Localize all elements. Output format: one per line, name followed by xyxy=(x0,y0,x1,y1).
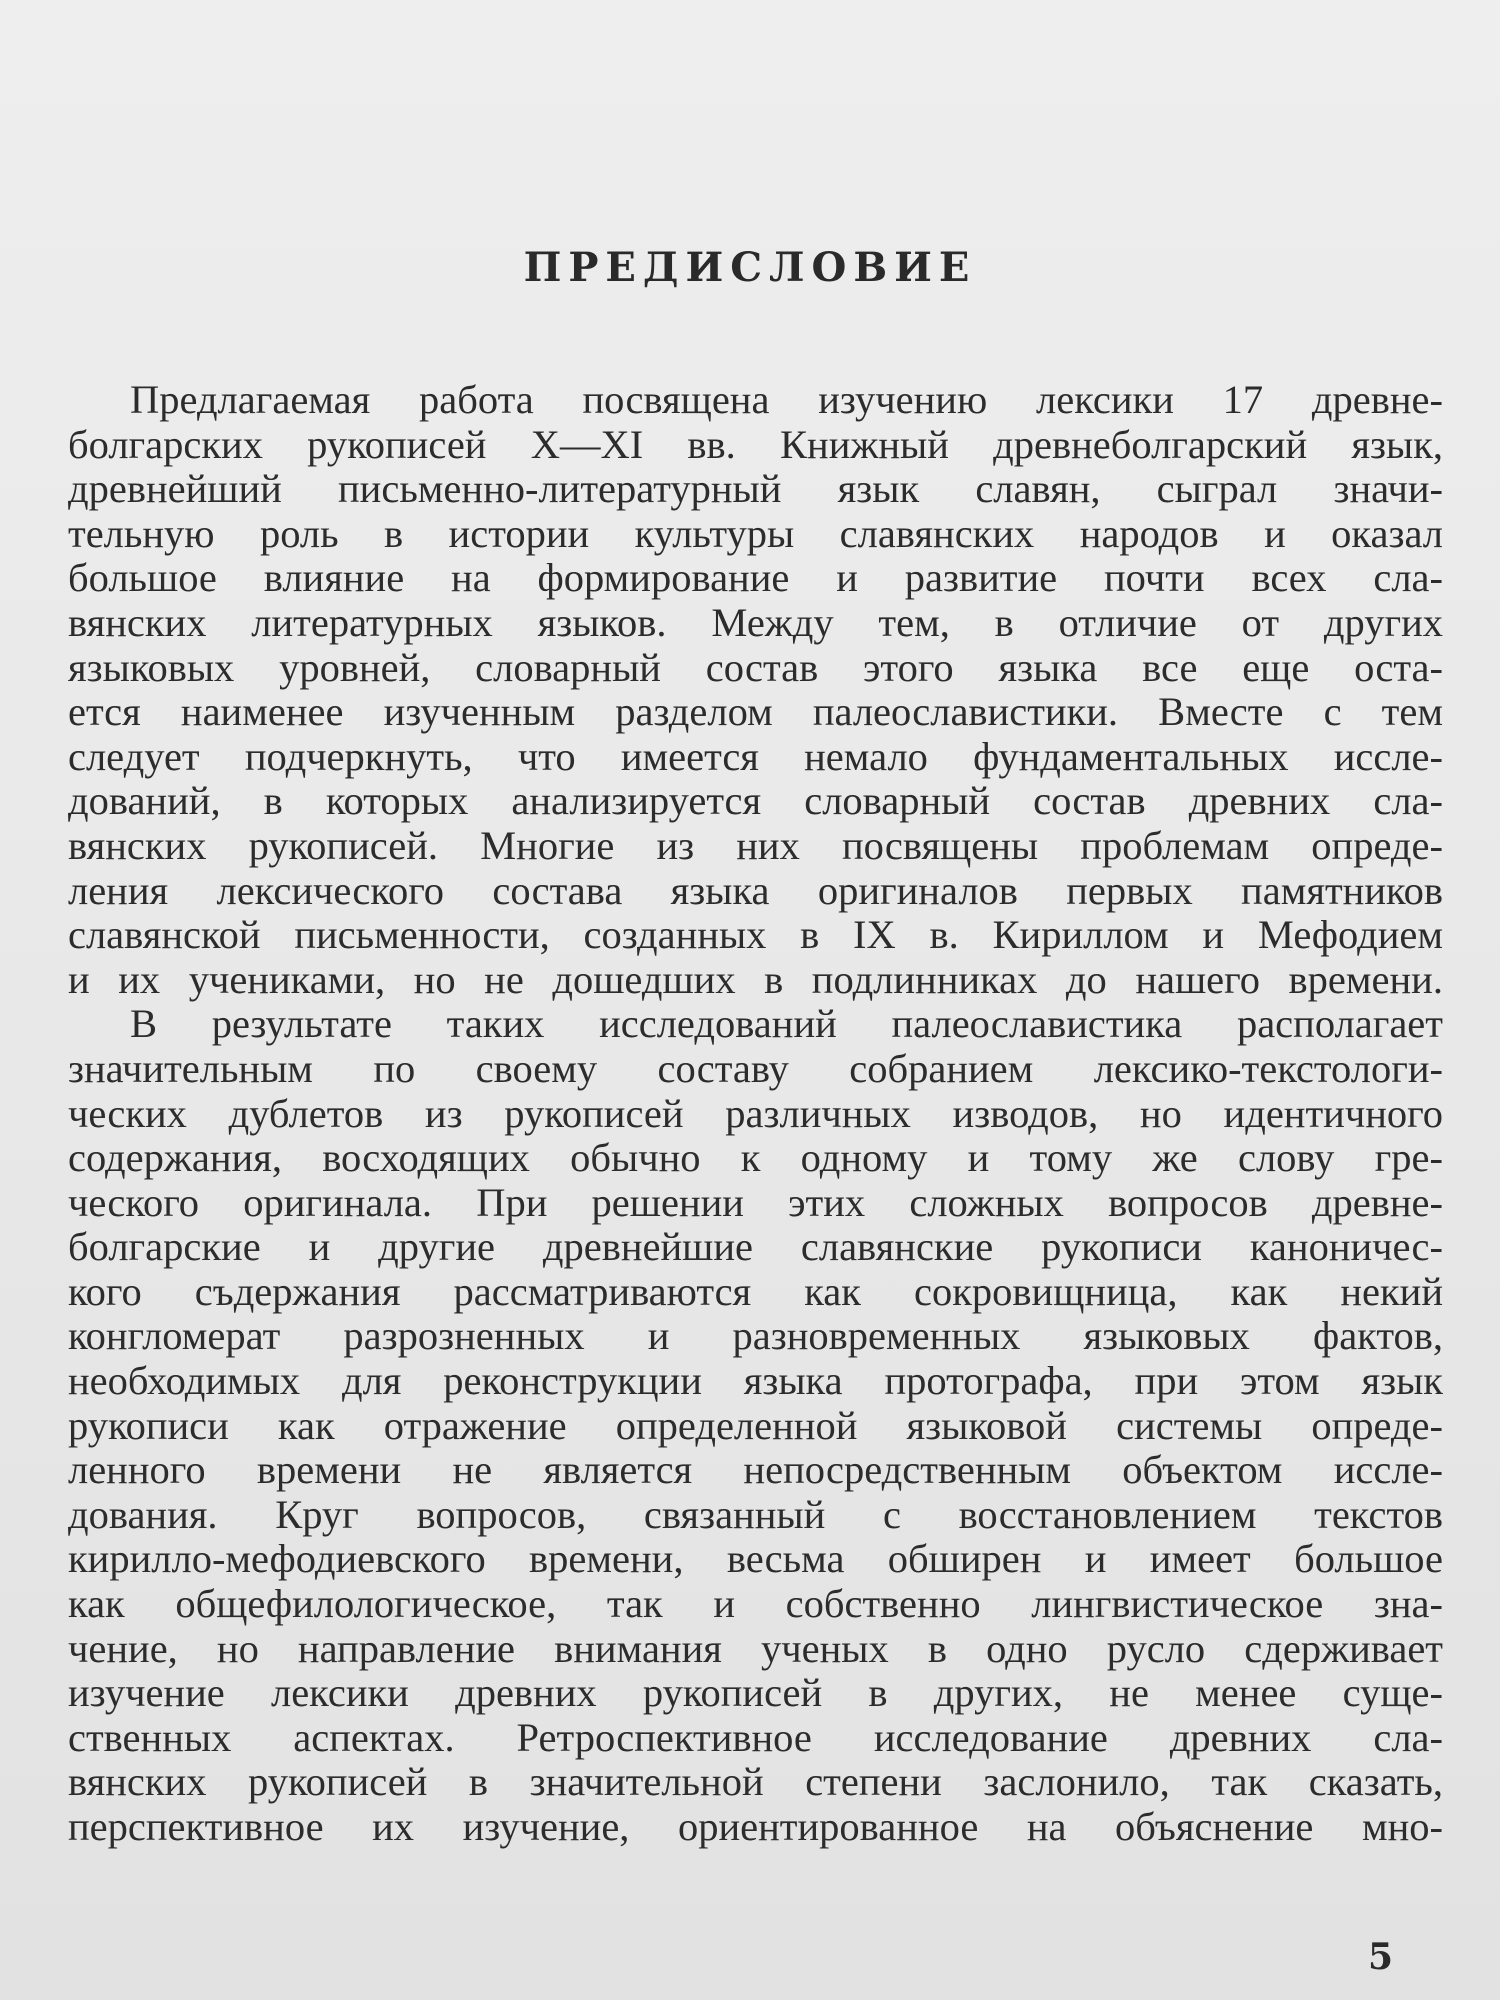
text-line: кого съдержания рассматриваются как сокровищница, как некий xyxy=(68,1268,1443,1314)
text-line: ственных аспектах. Ретроспективное исследование древних сла- xyxy=(68,1714,1443,1760)
text-line: перспективное их изучение, ориентированное на объяснение мно- xyxy=(68,1804,1443,1849)
text-line: ления лексического состава языка оригиналов первых памятников xyxy=(68,867,1443,913)
text-line: ется наименее изученным разделом палеославистики. Вместе с тем xyxy=(68,689,1443,735)
text-line: ленного времени не является непосредственным объектом иссле- xyxy=(68,1447,1443,1493)
text-line: тельную роль в истории культуры славянских народов и оказал xyxy=(68,510,1443,556)
text-line: и их учениками, но не дошедших в подлинниках до нашего времени. xyxy=(68,956,1443,1002)
text-line: древнейший письменно-литературный язык славян, сыграл значи- xyxy=(68,466,1443,512)
text-line: болгарских рукописей X—XI вв. Книжный древнеболгарский язык, xyxy=(68,421,1443,467)
text-line: значительным по своему составу собранием лексико-текстологи- xyxy=(68,1045,1443,1091)
text-line: как общефилологическое, так и собственно лингвистическое зна- xyxy=(68,1581,1443,1627)
text-line: славянской письменности, созданных в IX в. Кириллом и Мефодием xyxy=(68,912,1443,958)
text-line: дований, в которых анализируется словарный состав древних сла- xyxy=(68,778,1443,824)
text-line: языковых уровней, словарный состав этого языка все еще оста- xyxy=(68,644,1443,690)
text-line: ческих дублетов из рукописей различных изводов, но идентичного xyxy=(68,1090,1443,1136)
text-line: Предлагаемая работа посвящена изучению лексики 17 древне- xyxy=(130,377,1443,422)
text-line: вянских рукописей. Многие из них посвящены проблемам опреде- xyxy=(68,822,1443,868)
text-line: В результате таких исследований палеославистика располагает xyxy=(130,1001,1443,1047)
text-line: дования. Круг вопросов, связанный с восстановлением текстов xyxy=(68,1491,1443,1537)
text-line: кирилло-мефодиевского времени, весьма обширен и имеет большое xyxy=(68,1536,1443,1582)
text-line: содержания, восходящих обычно к одному и тому же слову гре- xyxy=(68,1135,1443,1181)
text-line: большое влияние на формирование и развитие почти всех сла- xyxy=(68,555,1443,601)
text-line: необходимых для реконструкции языка протографа, при этом язык xyxy=(68,1358,1443,1404)
text-line: чение, но направление внимания ученых в одно русло сдерживает xyxy=(68,1625,1443,1671)
text-line: рукописи как отражение определенной языковой системы опреде- xyxy=(68,1402,1443,1448)
text-line: вянских литературных языков. Между тем, в отличие от других xyxy=(68,599,1443,645)
text-line: конгломерат разрозненных и разновременных языковых фактов, xyxy=(68,1313,1443,1359)
text-line: вянских рукописей в значительной степени заслонило, так сказать, xyxy=(68,1759,1443,1805)
body-text xyxy=(68,378,1443,1850)
text-line: болгарские и другие древнейшие славянские рукописи каноничес- xyxy=(68,1224,1443,1270)
page-title: ПРЕДИСЛОВИЕ xyxy=(523,244,977,291)
text-line: следует подчеркнуть, что имеется немало фундаментальных иссле- xyxy=(68,733,1443,779)
text-line: ческого оригинала. При решении этих сложных вопросов древне- xyxy=(68,1179,1443,1225)
page-number: 5 xyxy=(1368,1936,1394,1978)
text-line: изучение лексики древних рукописей в других, не менее суще- xyxy=(68,1670,1443,1716)
